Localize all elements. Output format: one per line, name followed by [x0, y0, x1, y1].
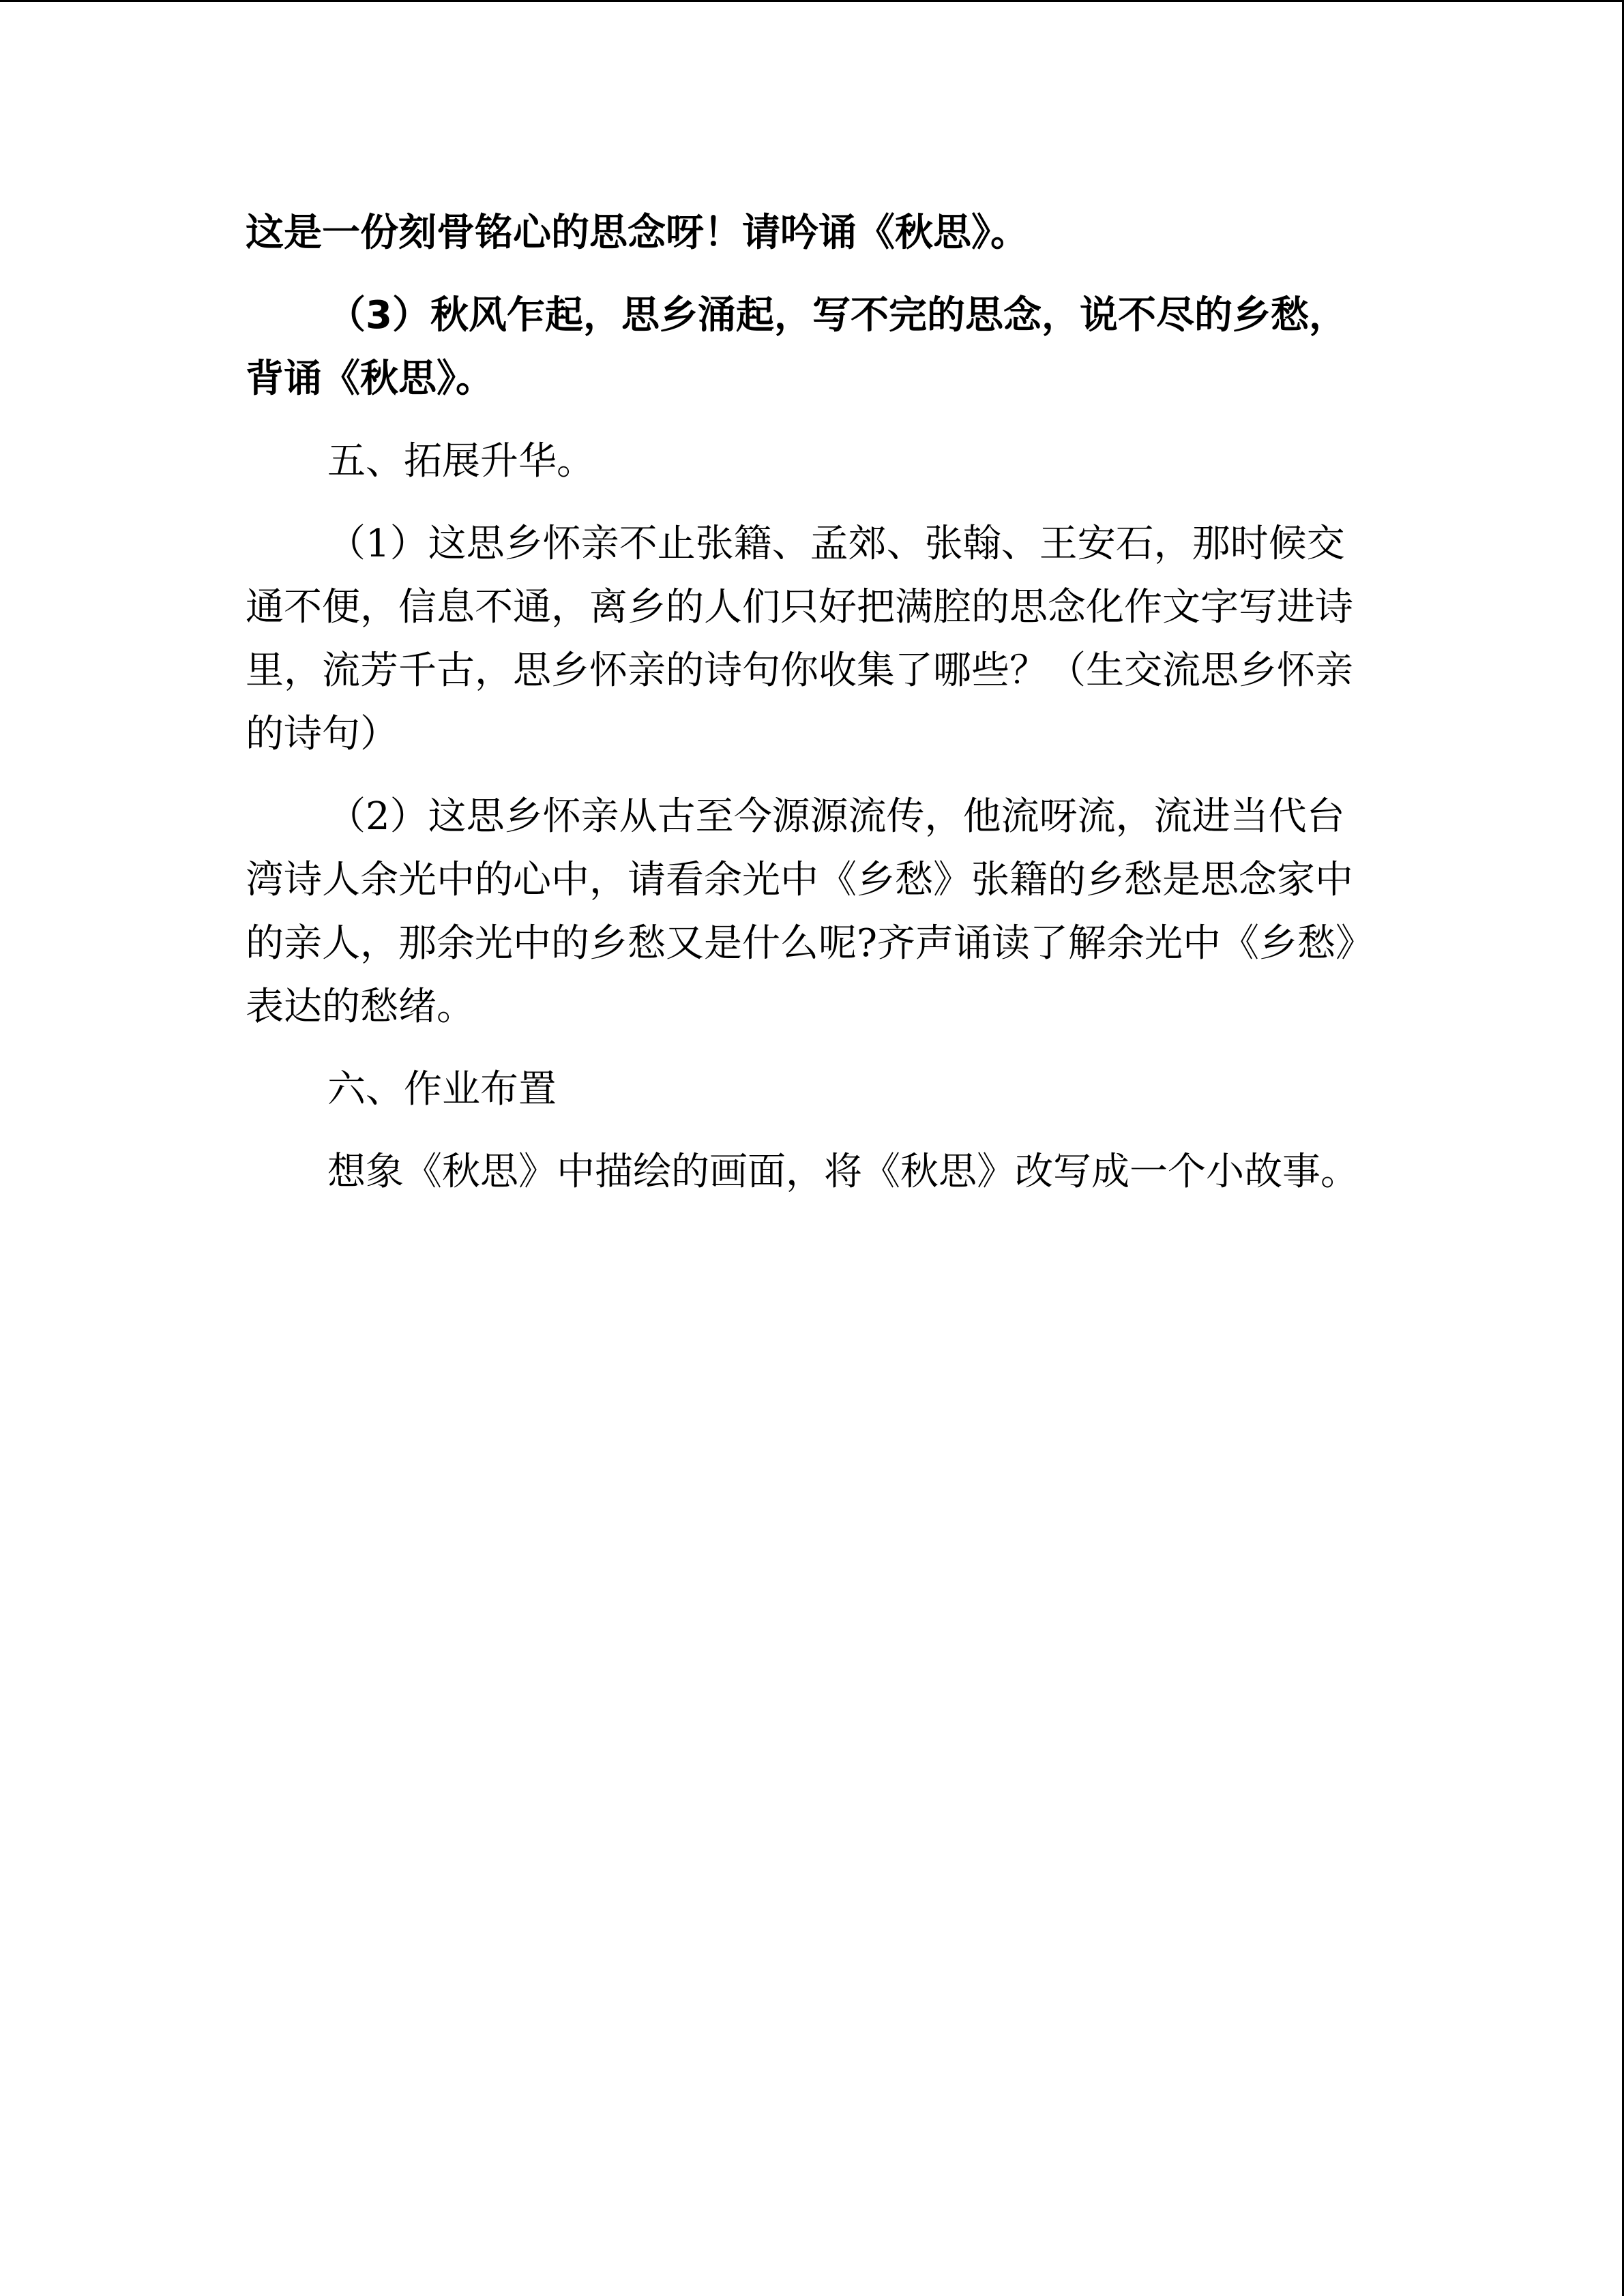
paragraph-extension-2: （2）这思乡怀亲从古至今源源流传，他流呀流，流进当代台湾诗人余光中的心中，请看余光中《乡愁》张籍的乡愁是思念家中的亲人，那余光中的乡愁又是什么呢?齐声诵读了解余光中《乡愁》表达的愁绪。	[246, 794, 1355, 1029]
document-body	[246, 201, 1371, 1223]
paragraph-step-3-recite: （3）秋风乍起，思乡涌起，写不完的思念，说不尽的乡愁，背诵《秋思》。	[246, 293, 1347, 401]
paragraph-recite-instruction: 这是一份刻骨铭心的思念呀！请吟诵《秋思》。	[246, 211, 1029, 255]
paragraph-homework: 想象《秋思》中描绘的画面，将《秋思》改写成一个小故事。	[327, 1150, 1359, 1194]
top-border-line	[0, 0, 1624, 2]
paragraph-extension-1: （1）这思乡怀亲不止张籍、孟郊、张翰、王安石，那时候交通不便，信息不通，离乡的人们只好把满腔的思念化作文字写进诗里，流芳千古，思乡怀亲的诗句你收集了哪些？（生交流思乡怀亲的诗句）	[246, 522, 1353, 756]
section-heading-extension: 五、拓展升华。	[327, 439, 595, 483]
section-heading-homework: 六、作业布置	[327, 1067, 557, 1112]
